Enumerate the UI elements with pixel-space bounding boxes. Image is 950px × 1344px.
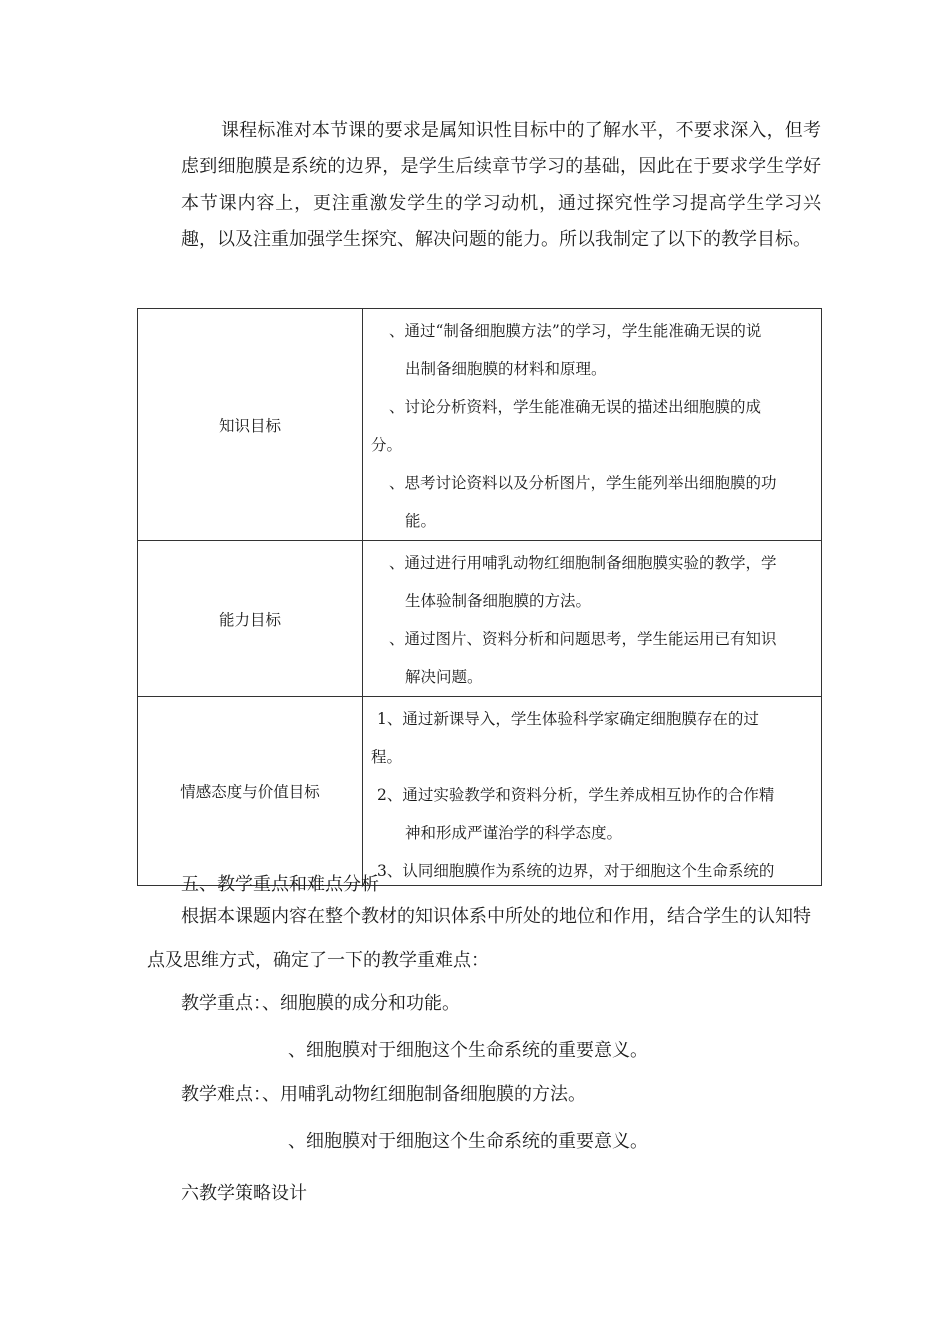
goal-item: 、通过图片、资料分析和问题思考，学生能运用已有知识 解决问题。 (389, 630, 777, 686)
key-point-item: 、细胞膜的成分和功能。 (262, 993, 460, 1014)
goal-item: 2、通过实验教学和资料分析，学生养成相互协作的合作精 神和形成严谨治学的科学态度。 (377, 786, 775, 842)
goal-label-ability: 能力目标 (138, 541, 363, 697)
goal-label-knowledge: 知识目标 (138, 309, 363, 541)
section5-analysis: 根据本课题内容在整个教材的知识体系中所处的地位和作用，结合学生的认知特点及思维方式，确定了一下的教学重难点： (147, 906, 811, 971)
teaching-goals-table (137, 308, 822, 886)
difficult-points-label: 教学难点： (181, 1084, 262, 1105)
goal-item: 、讨论分析资料，学生能准确无误的描述出细胞膜的成 分。 (371, 398, 762, 454)
goal-row-ability (138, 541, 822, 697)
goal-item: 1、通过新课导入，学生体验科学家确定细胞膜存在的过 程。 (371, 710, 759, 766)
goal-item: 3、认同细胞膜作为系统的边界，对于细胞这个生命系统的 (377, 862, 775, 880)
goal-row-knowledge (138, 309, 822, 541)
goal-label-emotion: 情感态度与价值目标 (138, 697, 363, 886)
intro-paragraph: 课程标准对本节课的要求是属知识性目标中的了解水平，不要求深入，但考虑到细胞膜是系统的边界，是学生后续章节学习的基础，因此在于要求学生学好本节课内容上，更注重激发学生的学习动机，通过探究性学习提高学生学习兴趣，以及注重加强学生探究、解决问题的能力。所以我制定了以下的教学目标。 (181, 120, 821, 251)
goal-content-emotion (363, 697, 822, 886)
key-point-item: 、细胞膜对于细胞这个生命系统的重要意义。 (288, 1040, 648, 1061)
goal-row-emotion (138, 697, 822, 886)
goal-item: 、通过“制备细胞膜方法”的学习，学生能准确无误的说 出制备细胞膜的材料和原理。 (389, 322, 762, 378)
key-points-line-1 (181, 992, 460, 1016)
key-points-label: 教学重点： (181, 993, 262, 1014)
section6-heading: 六教学策略设计 (181, 1183, 307, 1204)
goal-content-knowledge (363, 309, 822, 541)
goal-item: 、通过进行用哺乳动物红细胞制备细胞膜实验的教学，学 生体验制备细胞膜的方法。 (389, 554, 777, 610)
goal-item: 、思考讨论资料以及分析图片，学生能列举出细胞膜的功 能。 (389, 474, 777, 530)
goal-content-ability (363, 541, 822, 697)
section5-heading: 五、教学重点和难点分析 (181, 874, 379, 895)
difficult-point-item: 、用哺乳动物红细胞制备细胞膜的方法。 (262, 1084, 586, 1105)
difficult-point-item: 、细胞膜对于细胞这个生命系统的重要意义。 (288, 1131, 648, 1152)
difficult-points-line-1 (181, 1083, 586, 1107)
